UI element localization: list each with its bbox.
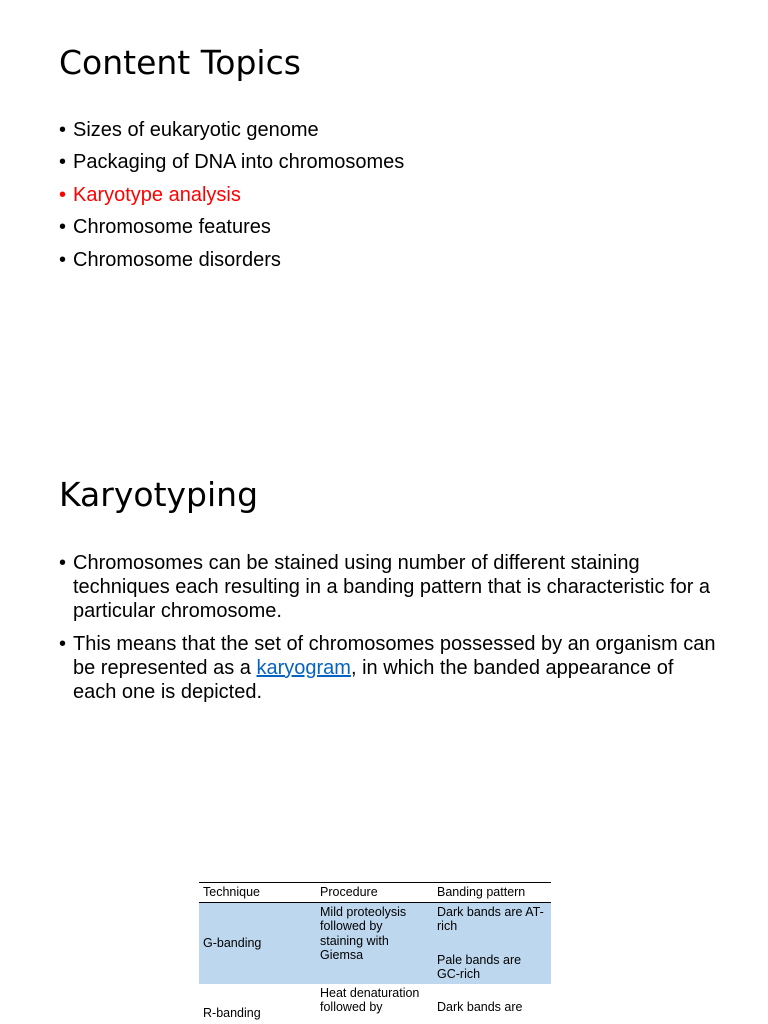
list-item — [59, 215, 719, 239]
bullet-icon: • — [59, 248, 67, 271]
list-item — [59, 118, 719, 142]
banding-techniques-table — [199, 882, 551, 1022]
table-row — [199, 902, 551, 984]
technique-cell: R-banding — [203, 1005, 261, 1020]
column-header-technique: Technique — [199, 883, 316, 903]
section-title: Karyotyping — [59, 475, 259, 514]
list-item — [59, 632, 719, 704]
list-item-text: Chromosome disorders — [73, 248, 281, 271]
content-topics-list — [59, 118, 719, 280]
list-item-text-start: This means that the set of chromosomes possessed by an organism can be represented as a — [73, 633, 716, 679]
bullet-icon: • — [59, 119, 67, 141]
column-header-banding-pattern: Banding pattern — [433, 883, 551, 903]
list-item — [59, 150, 719, 174]
procedure-cell: Heat denaturation followed by — [320, 985, 420, 1014]
list-item-text: Packaging of DNA into chromosomes — [73, 151, 405, 174]
banding-pattern-cell — [433, 902, 551, 984]
technique-cell: G-banding — [199, 902, 316, 984]
bullet-icon: • — [59, 151, 67, 174]
karyogram-link[interactable]: karyogram — [256, 657, 351, 679]
pattern-text: Pale bands are GC-rich — [437, 952, 522, 981]
table-header-row — [199, 883, 551, 903]
list-item-text-end: , in which the banded appearance of each one is depicted. — [73, 657, 674, 703]
procedure-cell: Mild proteolysis followed by staining with Giemsa — [316, 902, 433, 984]
pattern-text: Dark bands are AT-rich — [437, 904, 544, 933]
list-item — [59, 248, 719, 272]
bullet-icon: • — [59, 552, 67, 574]
page-title: Content Topics — [59, 43, 301, 82]
table-row — [199, 984, 551, 1023]
list-item-highlighted — [59, 183, 719, 207]
list-item — [59, 551, 719, 623]
list-item-text: Sizes of eukaryotic genome — [73, 119, 319, 141]
list-item-text: Chromosomes can be stained using number of different staining techniques each resulting in a banding pattern that is characteristic for a particular chromosome. — [73, 552, 711, 622]
column-header-procedure: Procedure — [316, 883, 433, 903]
bullet-icon: • — [59, 183, 67, 206]
bullet-icon: • — [59, 216, 67, 239]
karyotyping-list — [59, 551, 719, 713]
banding-pattern-cell: Dark bands are — [437, 999, 523, 1014]
bullet-icon: • — [59, 633, 67, 655]
list-item-text: Chromosome features — [73, 216, 271, 239]
list-item-text: Karyotype analysis — [73, 183, 241, 206]
